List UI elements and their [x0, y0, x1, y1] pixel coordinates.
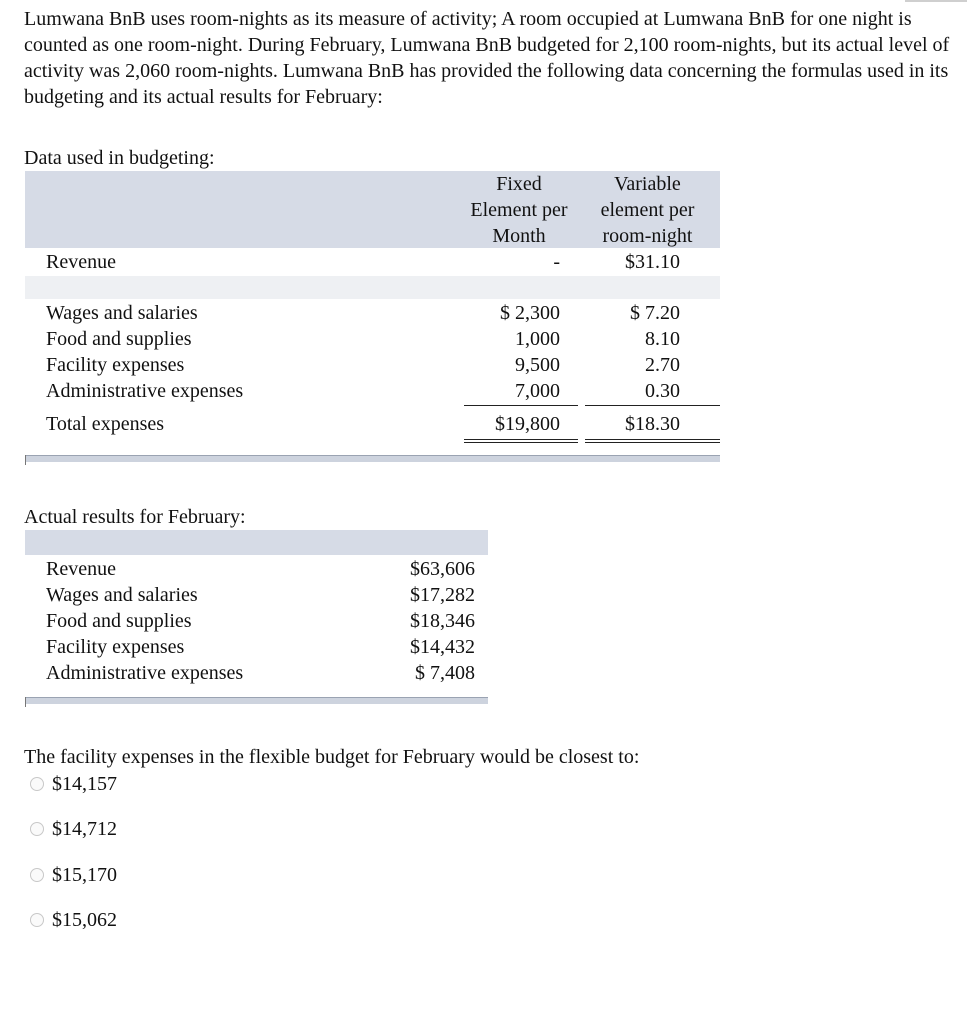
actual-row-label: Facility expenses	[46, 636, 185, 658]
budget-total-fixed: $19,800	[495, 413, 560, 435]
actual-row-value: $63,606	[410, 558, 475, 580]
answer-option-label: $14,157	[52, 773, 117, 795]
answer-option[interactable]	[30, 771, 117, 797]
budget-revenue-label: Revenue	[46, 251, 116, 273]
budget-spacer-row	[25, 276, 720, 299]
radio-button-icon[interactable]	[30, 868, 44, 882]
fixed-total-double-line-bottom	[464, 442, 578, 443]
actual-row-label: Food and supplies	[46, 610, 192, 632]
variable-header-line-1: Variable	[614, 173, 681, 195]
budget-row-variable: 0.30	[645, 380, 680, 402]
actual-row-label: Administrative expenses	[46, 662, 244, 684]
budget-table-bottom-bar	[25, 455, 720, 462]
budget-row-variable: 8.10	[645, 328, 680, 350]
fixed-header-line-3: Month	[492, 225, 546, 247]
answer-option[interactable]	[30, 862, 117, 888]
actual-row-value: $ 7,408	[415, 662, 475, 684]
actual-table-bottom-bar	[25, 697, 488, 704]
budget-row-fixed: 1,000	[515, 328, 560, 350]
intro-paragraph: Lumwana BnB uses room-nights as its measure of activity; A room occupied at Lumwana BnB for one night is counted as one room-night. During February, Lumwana BnB budgeted for 2,100 room-nights, but its actual level of activity was 2,060 room-nights. Lumwana BnB has provided the following data concerning the formulas used in its budgeting and its actual results for February:	[24, 8, 950, 108]
fixed-header-line-1: Fixed	[496, 173, 542, 195]
budget-row-label: Administrative expenses	[46, 380, 244, 402]
variable-total-double-line-bottom	[585, 442, 720, 443]
answer-option[interactable]	[30, 907, 117, 933]
actual-row-label: Wages and salaries	[46, 584, 198, 606]
answer-option-label: $15,170	[52, 864, 117, 886]
actual-row-label: Revenue	[46, 558, 116, 580]
budget-total-variable: $18.30	[625, 413, 680, 435]
radio-button-icon[interactable]	[30, 822, 44, 836]
budget-revenue-fixed: -	[553, 251, 560, 273]
variable-total-double-line-top	[585, 439, 720, 440]
variable-header-line-2: element per	[600, 199, 695, 221]
actual-row-value: $14,432	[410, 636, 475, 658]
answer-option[interactable]	[30, 816, 117, 842]
answer-option-label: $15,062	[52, 909, 117, 931]
budget-section-label: Data used in budgeting:	[24, 147, 215, 169]
budget-table-bottom-tick	[25, 455, 26, 465]
budget-row-label: Food and supplies	[46, 328, 192, 350]
budget-row-label: Facility expenses	[46, 354, 185, 376]
actual-row-value: $18,346	[410, 610, 475, 632]
budget-revenue-variable: $31.10	[625, 251, 680, 273]
fixed-total-double-line-top	[464, 439, 578, 440]
answer-option-label: $14,712	[52, 818, 117, 840]
budget-row-variable: 2.70	[645, 354, 680, 376]
actual-header-background	[25, 530, 488, 555]
budget-row-fixed: $ 2,300	[500, 302, 560, 324]
actual-table-bottom-tick	[25, 697, 26, 707]
radio-button-icon[interactable]	[30, 777, 44, 791]
variable-header-line-3: room-night	[602, 225, 693, 247]
variable-subtotal-line	[585, 405, 720, 406]
budget-row-fixed: 7,000	[515, 380, 560, 402]
actual-section-label: Actual results for February:	[24, 506, 246, 528]
question-text: The facility expenses in the flexible budget for February would be closest to:	[24, 746, 640, 768]
budget-row-fixed: 9,500	[515, 354, 560, 376]
top-divider	[905, 0, 967, 2]
budget-total-label: Total expenses	[46, 413, 165, 435]
radio-button-icon[interactable]	[30, 913, 44, 927]
actual-row-value: $17,282	[410, 584, 475, 606]
fixed-subtotal-line	[464, 405, 578, 406]
budget-row-label: Wages and salaries	[46, 302, 198, 324]
fixed-header-line-2: Element per	[470, 199, 568, 221]
budget-row-variable: $ 7.20	[630, 302, 680, 324]
